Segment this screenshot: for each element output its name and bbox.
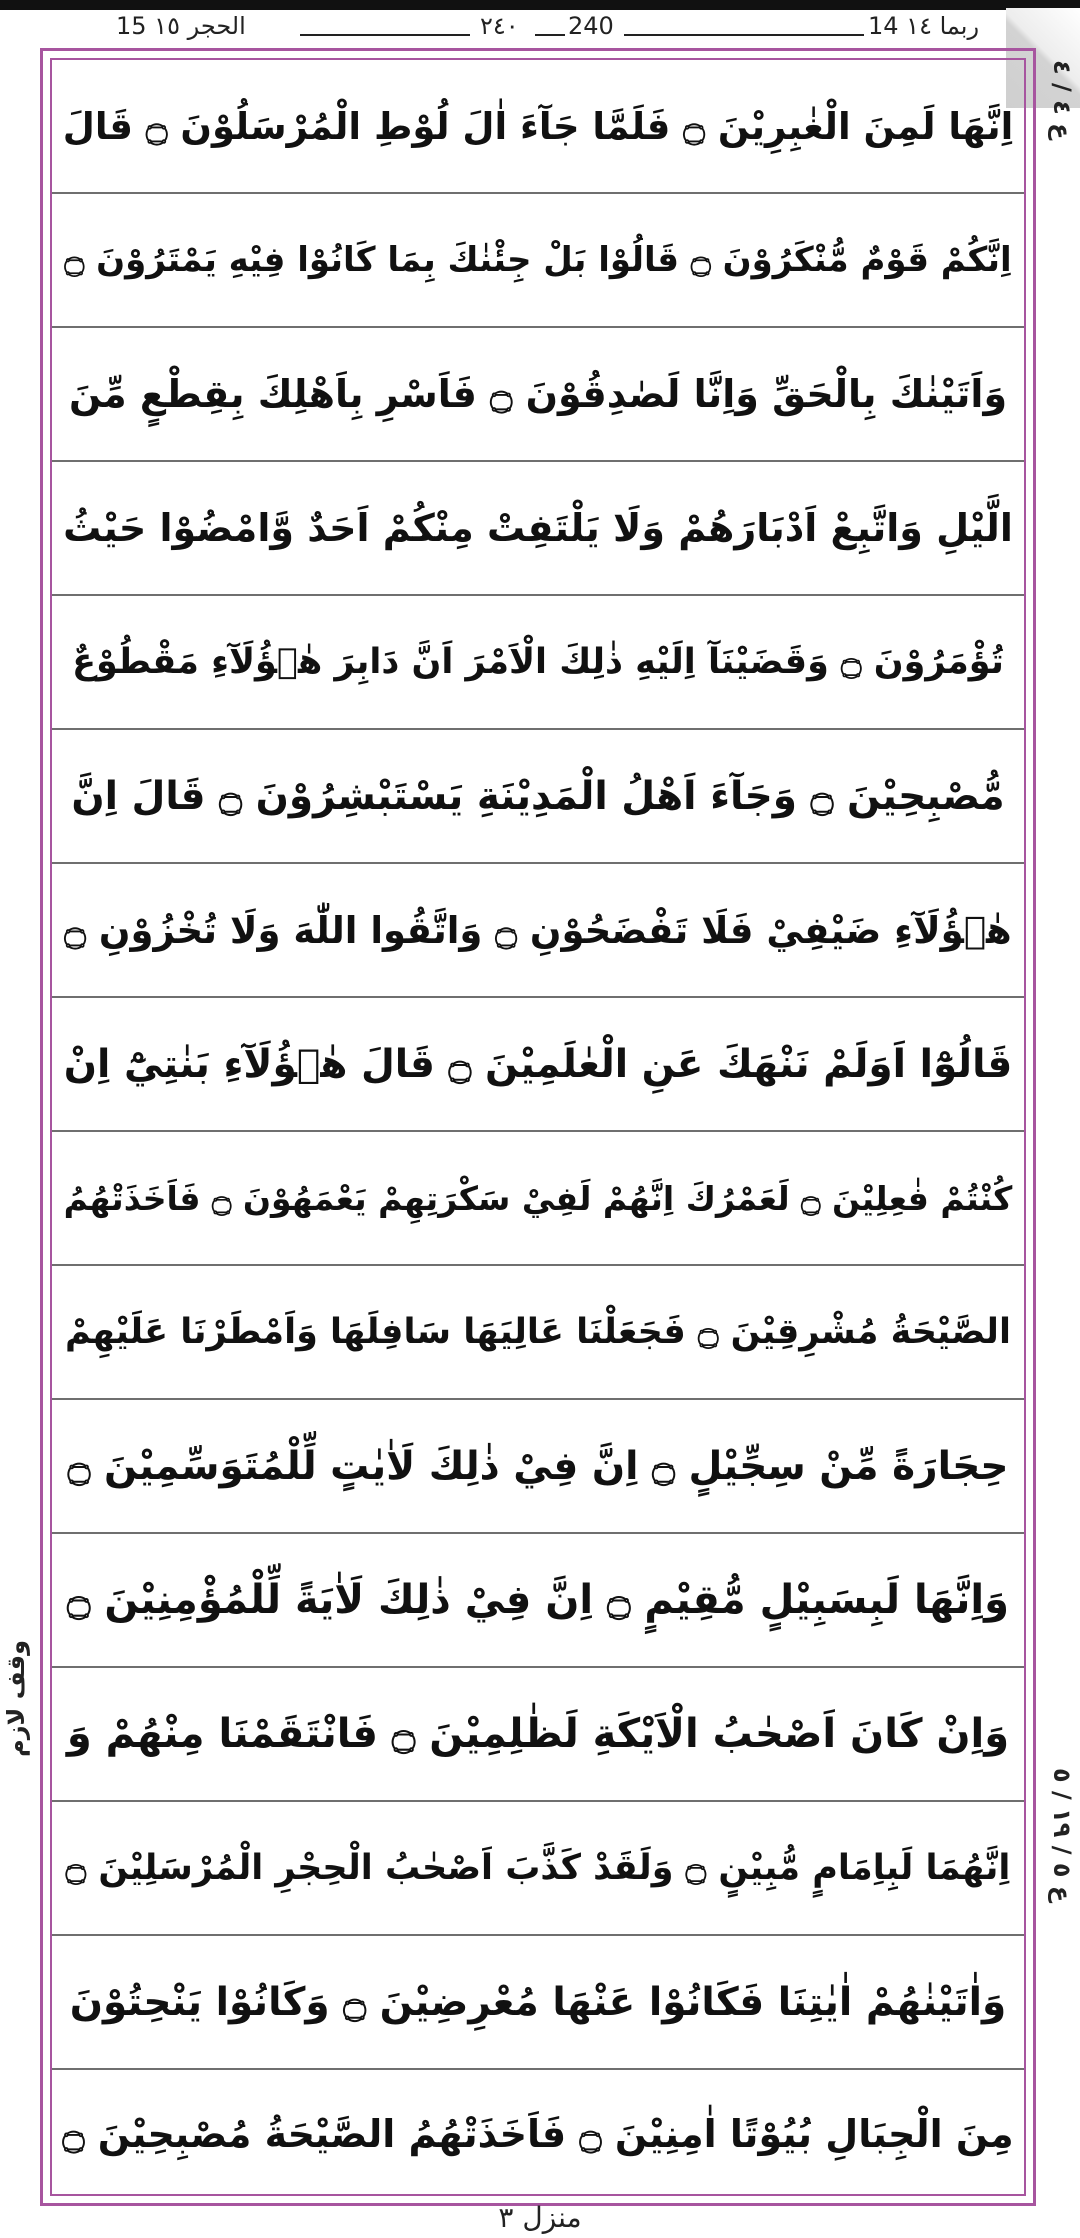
- verse-line: [52, 1132, 1024, 1266]
- verse-text: كُنْتُمْ فٰعِلِيْنَ ۝ لَعَمْرُكَ اِنَّهُمْ لَفِيْ سَكْرَتِهِمْ يَعْمَهُوْنَ ۝ فَاَخَذَتْهُمُ: [63, 1178, 1013, 1218]
- verse-line: [52, 1668, 1024, 1802]
- verse-line: [52, 998, 1024, 1132]
- verse-text: اِنَّهَا لَمِنَ الْغٰبِرِيْنَ ۝ فَلَمَّا جَآءَ اٰلَ لُوْطِ الْمُرْسَلُوْنَ ۝ قَالَ: [62, 104, 1014, 148]
- page-header: [0, 8, 1080, 48]
- page-frame: [40, 48, 1036, 2206]
- verse-line: [52, 194, 1024, 328]
- header-rule-mid: [535, 34, 565, 36]
- page-number: 240: [568, 12, 614, 40]
- header-rule-right: [624, 34, 864, 36]
- verse-line: [52, 60, 1024, 194]
- para-name: 14 ربما ١٤: [868, 12, 980, 40]
- verse-line: [52, 1936, 1024, 2070]
- verse-line: [52, 462, 1024, 596]
- verse-text: الَّيْلِ وَاتَّبِعْ اَدْبَارَهُمْ وَلَا يَلْتَفِتْ مِنْكُمْ اَحَدٌ وَّامْضُوْا حَيْثُ: [63, 506, 1013, 550]
- page-number-arabic: ٢٤٠: [480, 12, 519, 40]
- verse-line: [52, 596, 1024, 730]
- verse-line: [52, 1266, 1024, 1400]
- verse-line: [52, 2070, 1024, 2198]
- waqf-lazim-mark: وقف لازم: [2, 1640, 30, 1757]
- verse-text: الصَّيْحَةُ مُشْرِقِيْنَ ۝ فَجَعَلْنَا عَالِيَهَا سَافِلَهَا وَاَمْطَرْنَا عَلَيْهِمْ: [65, 1311, 1011, 1352]
- verse-text: مُّصْبِحِيْنَ ۝ وَجَآءَ اَهْلُ الْمَدِيْنَةِ يَسْتَبْشِرُوْنَ ۝ قَالَ اِنَّ: [71, 773, 1005, 819]
- verse-line: [52, 1400, 1024, 1534]
- verse-line: [52, 1534, 1024, 1668]
- verse-text: وَاَتَيْنٰكَ بِالْحَقِّ وَاِنَّا لَصٰدِقُوْنَ ۝ فَاَسْرِ بِاَهْلِكَ بِقِطْعٍ مِّنَ: [68, 372, 1008, 416]
- verse-text: هٰۤؤُلَآءِ ضَيْفِيْ فَلَا تَفْضَحُوْنِ ۝ وَاتَّقُوا اللّٰهَ وَلَا تُخْزُوْنِ ۝: [64, 908, 1012, 952]
- verse-line: [52, 730, 1024, 864]
- verse-text: وَاٰتَيْنٰهُمْ اٰيٰتِنَا فَكَانُوْا عَنْهَا مُعْرِضِيْنَ ۝ وَكَانُوْا يَنْحِتُوْنَ: [69, 1979, 1007, 2025]
- verse-text: وَاِنَّهَا لَبِسَبِيْلٍ مُّقِيْمٍ ۝ اِنَّ فِيْ ذٰلِكَ لَاٰيَةً لِّلْمُؤْمِنِيْنَ ۝: [67, 1577, 1009, 1623]
- surah-name: 15 الحجر ١٥: [116, 12, 246, 40]
- text-area: [50, 58, 1026, 2196]
- manzil-label: منزل ٣: [498, 2201, 582, 2234]
- verse-text: اِنَّكُمْ قَوْمٌ مُّنْكَرُوْنَ ۝ قَالُوْا بَلْ جِئْنٰكَ بِمَا كَانُوْا فِيْهِ يَمْتَرُوْنَ ۝: [64, 240, 1012, 280]
- verse-text: تُؤْمَرُوْنَ ۝ وَقَضَيْنَآ اِلَيْهِ ذٰلِكَ الْاَمْرَ اَنَّ دَابِرَ هٰۤؤُلَآءِ مَقْطُوْعٌ: [72, 641, 1004, 682]
- ruku-mark-top: ع ٤ / ٤: [1048, 60, 1076, 140]
- verse-line: [52, 1802, 1024, 1936]
- verse-text: حِجَارَةً مِّنْ سِجِّيْلٍ ۝ اِنَّ فِيْ ذٰلِكَ لَاٰيٰتٍ لِّلْمُتَوَسِّمِيْنَ ۝: [67, 1443, 1009, 1489]
- verse-text: وَاِنْ كَانَ اَصْحٰبُ الْاَيْكَةِ لَظٰلِمِيْنَ ۝ فَانْتَقَمْنَا مِنْهُمْ وَ: [66, 1711, 1010, 1757]
- verse-line: [52, 328, 1024, 462]
- header-rule-left: [300, 34, 470, 36]
- verse-line: [52, 864, 1024, 998]
- ruku-mark-lower: ع ٥ / ١٩ / ٥: [1048, 1768, 1076, 1903]
- verse-text: قَالُوْٓا اَوَلَمْ نَنْهَكَ عَنِ الْعٰلَمِيْنَ ۝ قَالَ هٰۤؤُلَآءِ بَنٰتِيْٓ اِنْ: [63, 1041, 1013, 1087]
- verse-text: اِنَّهُمَا لَبِاِمَامٍ مُّبِيْنٍ ۝ وَلَقَدْ كَذَّبَ اَصْحٰبُ الْحِجْرِ الْمُرْسَلِيْنَ ۝: [65, 1847, 1011, 1888]
- verse-text: مِنَ الْجِبَالِ بُيُوْتًا اٰمِنِيْنَ ۝ فَاَخَذَتْهُمُ الصَّيْحَةُ مُصْبِحِيْنَ ۝: [62, 2112, 1014, 2156]
